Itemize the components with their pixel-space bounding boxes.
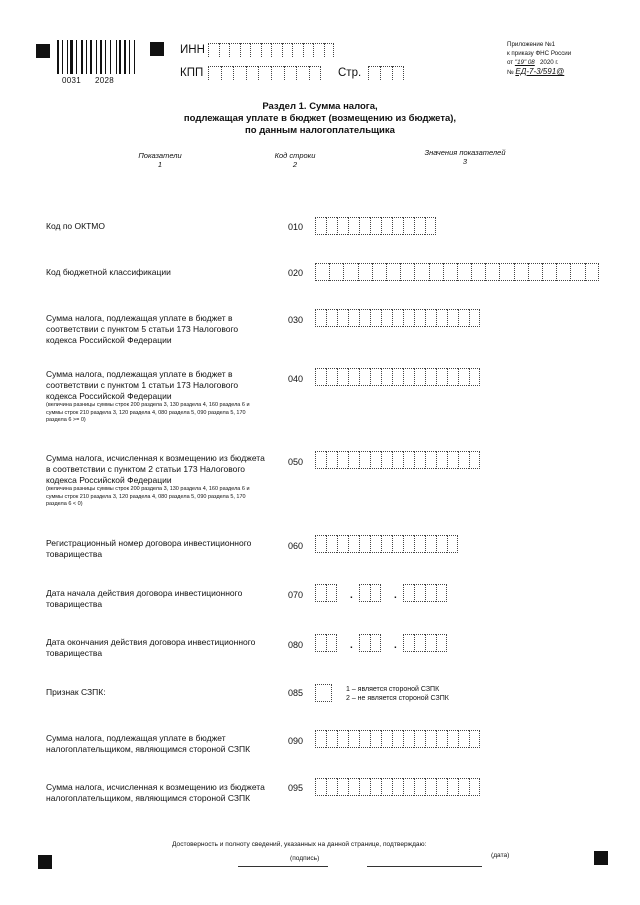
- input-cell: [436, 778, 447, 796]
- row-label-kbk: Код бюджетной классификации: [46, 267, 171, 277]
- input-cell: [229, 43, 240, 57]
- input-cell: [359, 730, 370, 748]
- barcode-bar: [67, 40, 68, 74]
- barcode-number: [62, 76, 128, 85]
- attachment-line-2: к приказу ФНС России: [507, 50, 572, 57]
- order-number: ЕД-7-3/591@: [515, 67, 565, 76]
- input-cell: [315, 778, 326, 796]
- input-cell: [326, 309, 337, 327]
- corner-marker-top-mid: [150, 42, 164, 56]
- row-label-oktmo: Код по ОКТМО: [46, 221, 105, 231]
- barcode-digits-left: 0031: [62, 76, 81, 85]
- row-code-090: 090: [288, 736, 304, 746]
- input-cell: [337, 217, 348, 235]
- input-cell: [246, 66, 259, 80]
- szpk-options: [346, 685, 449, 703]
- signature-caption: (подпись): [290, 855, 320, 862]
- input-cell: [403, 730, 414, 748]
- start-date-year-input[interactable]: [403, 584, 447, 602]
- barcode-bar: [90, 40, 92, 74]
- input-cell: [403, 778, 414, 796]
- barcode-bar: [134, 40, 135, 74]
- input-cell: [326, 778, 337, 796]
- input-cell: [359, 368, 370, 386]
- input-cell: [469, 730, 480, 748]
- input-cell: [326, 368, 337, 386]
- input-cell: [436, 451, 447, 469]
- input-cell: [471, 263, 485, 281]
- input-cell: [469, 778, 480, 796]
- input-cell: [370, 535, 381, 553]
- input-cell: [425, 368, 436, 386]
- start-date-month-input[interactable]: [359, 584, 381, 602]
- input-cell: [370, 451, 381, 469]
- input-cell: [381, 535, 392, 553]
- input-cell: [326, 730, 337, 748]
- column-header-line-code: Код строки 2: [274, 151, 316, 169]
- szpk-flag-input[interactable]: [315, 684, 332, 702]
- input-cell: [329, 263, 343, 281]
- input-cell: [414, 634, 425, 652]
- input-cell: [326, 217, 337, 235]
- input-cell: [458, 451, 469, 469]
- input-cell: [348, 730, 359, 748]
- szpk-option-1: 1 – является стороной СЗПК: [346, 686, 440, 693]
- barcode-bar: [70, 40, 73, 74]
- input-cell: [315, 684, 332, 702]
- input-cell: [315, 263, 329, 281]
- input-cell: [313, 43, 324, 57]
- input-cell: [370, 309, 381, 327]
- input-cell: [370, 730, 381, 748]
- section-title: Раздел 1. Сумма налога, подлежащая уплате в бюджет (возмещению из бюджета), по данным налогоплательщика: [183, 101, 457, 136]
- attachment-line-4: № ЕД-7-3/591@: [507, 67, 565, 76]
- row-code-070: 070: [288, 590, 304, 600]
- row-code-060: 060: [288, 541, 304, 551]
- input-cell: [381, 217, 392, 235]
- row-code-095: 095: [288, 783, 304, 793]
- page-label: Стр.: [338, 67, 362, 79]
- input-cell: [303, 43, 314, 57]
- input-cell: [326, 634, 337, 652]
- input-cell: [359, 634, 370, 652]
- input-cell: [370, 217, 381, 235]
- szpk-refund-095-input[interactable]: [315, 778, 480, 796]
- corner-marker-bottom-right: [594, 851, 608, 865]
- row-code-085: 085: [288, 688, 304, 698]
- input-cell: [315, 309, 326, 327]
- input-cell: [447, 778, 458, 796]
- input-cell: [315, 634, 326, 652]
- input-cell: [585, 263, 599, 281]
- input-cell: [425, 535, 436, 553]
- input-cell: [443, 263, 457, 281]
- input-cell: [348, 451, 359, 469]
- date-separator: .: [350, 640, 353, 651]
- input-cell: [315, 584, 326, 602]
- input-cell: [392, 451, 403, 469]
- input-cell: [370, 634, 381, 652]
- input-cell: [359, 778, 370, 796]
- input-cell: [425, 309, 436, 327]
- input-cell: [372, 263, 386, 281]
- kpp-field[interactable]: [208, 66, 321, 80]
- szpk-option-2: 2 – не является стороной СЗПК: [346, 695, 449, 702]
- signature-line[interactable]: [238, 866, 328, 867]
- input-cell: [392, 217, 403, 235]
- input-cell: [556, 263, 570, 281]
- date-separator: .: [350, 590, 353, 601]
- input-cell: [208, 43, 219, 57]
- input-cell: [392, 730, 403, 748]
- input-cell: [343, 263, 357, 281]
- input-cell: [392, 66, 404, 80]
- row-label-060: Регистрационный номер договора инвестиционного товарищества: [46, 538, 252, 559]
- kbk-input[interactable]: [315, 263, 599, 281]
- input-cell: [425, 584, 436, 602]
- input-cell: [458, 368, 469, 386]
- input-cell: [271, 43, 282, 57]
- input-cell: [542, 263, 556, 281]
- row-label-080: Дата окончания действия договора инвестиционного товарищества: [46, 637, 256, 658]
- input-cell: [570, 263, 584, 281]
- input-cell: [370, 778, 381, 796]
- input-cell: [457, 263, 471, 281]
- barcode-bar: [76, 40, 77, 74]
- barcode-bar: [96, 40, 97, 74]
- input-cell: [403, 309, 414, 327]
- input-cell: [392, 309, 403, 327]
- input-cell: [436, 368, 447, 386]
- date-line[interactable]: [367, 866, 482, 867]
- input-cell: [370, 584, 381, 602]
- end-date-day-input[interactable]: [315, 634, 337, 652]
- input-cell: [381, 368, 392, 386]
- row-code-050: 050: [288, 457, 304, 467]
- input-cell: [240, 43, 251, 57]
- input-cell: [258, 66, 271, 80]
- input-cell: [337, 730, 348, 748]
- barcode-bar: [81, 40, 83, 74]
- input-cell: [436, 309, 447, 327]
- row-label-050: Сумма налога, исчисленная к возмещению из бюджета в соответствии с пунктом 2 статьи 173 Налогового кодекса Российской Федерации (величина разницы суммы строк 200 раздела 3, 130 раздела 4, 160 раздела 6 и суммы строк 210 раздела 3, 120 раздела 4, 080 раздела 5, 090 раздела 5, 170 раздела 6 < 0): [46, 453, 265, 507]
- input-cell: [447, 309, 458, 327]
- input-cell: [458, 778, 469, 796]
- row-label-095: Сумма налога, исчисленная к возмещению из бюджета налогоплательщиком, являющимся стороной СЗПК: [46, 782, 265, 803]
- row-label-070: Дата начала действия договора инвестиционного товарищества: [46, 588, 243, 609]
- input-cell: [485, 263, 499, 281]
- row-label-085: Признак СЗПК:: [46, 687, 106, 697]
- page-number-field[interactable]: [368, 66, 404, 80]
- row-label-040: Сумма налога, подлежащая уплате в бюджет в соответствии с пунктом 1 статьи 173 Налогового кодекса Российской Федерации (величина разницы суммы строк 200 раздела 3, 130 раздела 4, 160 раздела 6 и суммы строк 210 раздела 3, 120 раздела 4, 080 раздела 5, 090 раздела 5, 170 раздела 6 >= 0): [46, 369, 266, 425]
- input-cell: [458, 309, 469, 327]
- input-cell: [348, 309, 359, 327]
- input-cell: [337, 368, 348, 386]
- input-cell: [403, 535, 414, 553]
- input-cell: [261, 43, 272, 57]
- input-cell: [359, 309, 370, 327]
- input-cell: [296, 66, 309, 80]
- barcode-bar: [62, 40, 63, 74]
- row-note-040: (величина разницы суммы строк 200 раздела 3, 130 раздела 4, 160 раздела 6 и суммы строк 210 раздела 3, 120 раздела 4, 080 раздела 5, 090 раздела 5, 170 раздела 6 >= 0): [46, 402, 250, 423]
- input-cell: [425, 778, 436, 796]
- input-cell: [337, 309, 348, 327]
- input-cell: [414, 584, 425, 602]
- row-code-040: 040: [288, 374, 304, 384]
- szpk-tax-amount-090-input[interactable]: [315, 730, 480, 748]
- input-cell: [315, 368, 326, 386]
- input-cell: [425, 451, 436, 469]
- order-date: "19" 08: [514, 59, 535, 66]
- input-cell: [315, 535, 326, 553]
- input-cell: [271, 66, 284, 80]
- input-cell: [514, 263, 528, 281]
- input-cell: [436, 584, 447, 602]
- input-cell: [337, 535, 348, 553]
- input-cell: [447, 368, 458, 386]
- input-cell: [282, 43, 293, 57]
- input-cell: [284, 66, 297, 80]
- input-cell: [414, 451, 425, 469]
- input-cell: [380, 66, 392, 80]
- date-caption: (дата): [491, 852, 510, 859]
- barcode-bar: [124, 40, 126, 74]
- date-separator: .: [394, 640, 397, 651]
- tax-amount-030-input[interactable]: [315, 309, 480, 327]
- input-cell: [447, 730, 458, 748]
- input-cell: [326, 535, 337, 553]
- input-cell: [208, 66, 221, 80]
- input-cell: [219, 43, 230, 57]
- input-cell: [425, 634, 436, 652]
- start-date-day-input[interactable]: [315, 584, 337, 602]
- barcode-bar: [116, 40, 117, 74]
- tax-refund-050-input[interactable]: [315, 451, 480, 469]
- end-date-year-input[interactable]: [403, 634, 447, 652]
- input-cell: [326, 584, 337, 602]
- row-code-030: 030: [288, 315, 304, 325]
- input-cell: [337, 451, 348, 469]
- input-cell: [414, 368, 425, 386]
- attachment-line-3: от "19" 08 2020 г.: [507, 59, 559, 66]
- input-cell: [315, 730, 326, 748]
- corner-marker-top-left: [36, 44, 50, 58]
- column-header-values: Значения показателей 3: [424, 148, 506, 166]
- input-cell: [436, 634, 447, 652]
- input-cell: [436, 730, 447, 748]
- row-code-080: 080: [288, 640, 304, 650]
- input-cell: [348, 778, 359, 796]
- attachment-line-1: Приложение №1: [507, 41, 556, 48]
- input-cell: [359, 584, 370, 602]
- row-code-010: 010: [288, 222, 304, 232]
- row-code-020: 020: [288, 268, 304, 278]
- input-cell: [233, 66, 246, 80]
- barcode-bar: [129, 40, 130, 74]
- input-cell: [425, 730, 436, 748]
- date-separator: .: [394, 590, 397, 601]
- attachment-note: [507, 40, 571, 77]
- end-date-month-input[interactable]: [359, 634, 381, 652]
- input-cell: [359, 535, 370, 553]
- input-cell: [381, 778, 392, 796]
- tax-amount-040-input[interactable]: [315, 368, 480, 386]
- input-cell: [326, 451, 337, 469]
- input-cell: [469, 309, 480, 327]
- input-cell: [403, 451, 414, 469]
- input-cell: [436, 535, 447, 553]
- barcode: [57, 40, 141, 74]
- input-cell: [309, 66, 322, 80]
- input-cell: [499, 263, 513, 281]
- input-cell: [528, 263, 542, 281]
- input-cell: [292, 43, 303, 57]
- input-cell: [381, 730, 392, 748]
- barcode-bar: [105, 40, 106, 74]
- confirmation-text: Достоверность и полноту сведений, указанных на данной странице, подтверждаю:: [172, 841, 427, 848]
- input-cell: [250, 43, 261, 57]
- input-cell: [359, 451, 370, 469]
- input-cell: [392, 778, 403, 796]
- input-cell: [324, 43, 335, 57]
- row-note-050: (величина разницы суммы строк 200 раздела 3, 130 раздела 4, 160 раздела 6 и суммы строк 210 раздела 3, 120 раздела 4, 080 раздела 5, 090 раздела 5, 170 раздела 6 < 0): [46, 486, 250, 507]
- input-cell: [386, 263, 400, 281]
- input-cell: [403, 368, 414, 386]
- row-label-090: Сумма налога, подлежащая уплате в бюджет налогоплательщиком, являющимся стороной СЗПК: [46, 733, 251, 754]
- input-cell: [359, 217, 370, 235]
- input-cell: [315, 217, 326, 235]
- input-cell: [403, 584, 414, 602]
- input-cell: [403, 634, 414, 652]
- input-cell: [221, 66, 234, 80]
- input-cell: [337, 778, 348, 796]
- barcode-bar: [86, 40, 87, 74]
- input-cell: [429, 263, 443, 281]
- inn-label: ИНН: [180, 44, 205, 56]
- input-cell: [425, 217, 436, 235]
- input-cell: [469, 451, 480, 469]
- input-cell: [392, 368, 403, 386]
- input-cell: [403, 217, 414, 235]
- input-cell: [414, 778, 425, 796]
- barcode-bar: [119, 40, 121, 74]
- registration-number-input[interactable]: [315, 535, 458, 553]
- input-cell: [348, 368, 359, 386]
- barcode-bar: [57, 40, 59, 74]
- barcode-digits-right: 2028: [95, 76, 114, 85]
- input-cell: [447, 451, 458, 469]
- input-cell: [381, 451, 392, 469]
- row-label-030: Сумма налога, подлежащая уплате в бюджет в соответствии с пунктом 5 статьи 173 Налогового кодекса Российской Федерации: [46, 313, 239, 345]
- input-cell: [414, 535, 425, 553]
- input-cell: [315, 451, 326, 469]
- input-cell: [447, 535, 458, 553]
- kpp-label: КПП: [180, 67, 204, 79]
- barcode-bar: [100, 40, 102, 74]
- corner-marker-bottom-left: [38, 855, 52, 869]
- input-cell: [358, 263, 372, 281]
- input-cell: [414, 217, 425, 235]
- input-cell: [392, 535, 403, 553]
- column-header-indicators: Показатели 1: [138, 151, 182, 169]
- input-cell: [348, 217, 359, 235]
- input-cell: [458, 730, 469, 748]
- input-cell: [370, 368, 381, 386]
- input-cell: [414, 730, 425, 748]
- input-cell: [414, 309, 425, 327]
- input-cell: [469, 368, 480, 386]
- oktmo-input[interactable]: [315, 217, 436, 235]
- input-cell: [348, 535, 359, 553]
- inn-field[interactable]: [208, 43, 334, 57]
- barcode-bar: [110, 40, 111, 74]
- input-cell: [414, 263, 428, 281]
- input-cell: [400, 263, 414, 281]
- input-cell: [368, 66, 380, 80]
- input-cell: [381, 309, 392, 327]
